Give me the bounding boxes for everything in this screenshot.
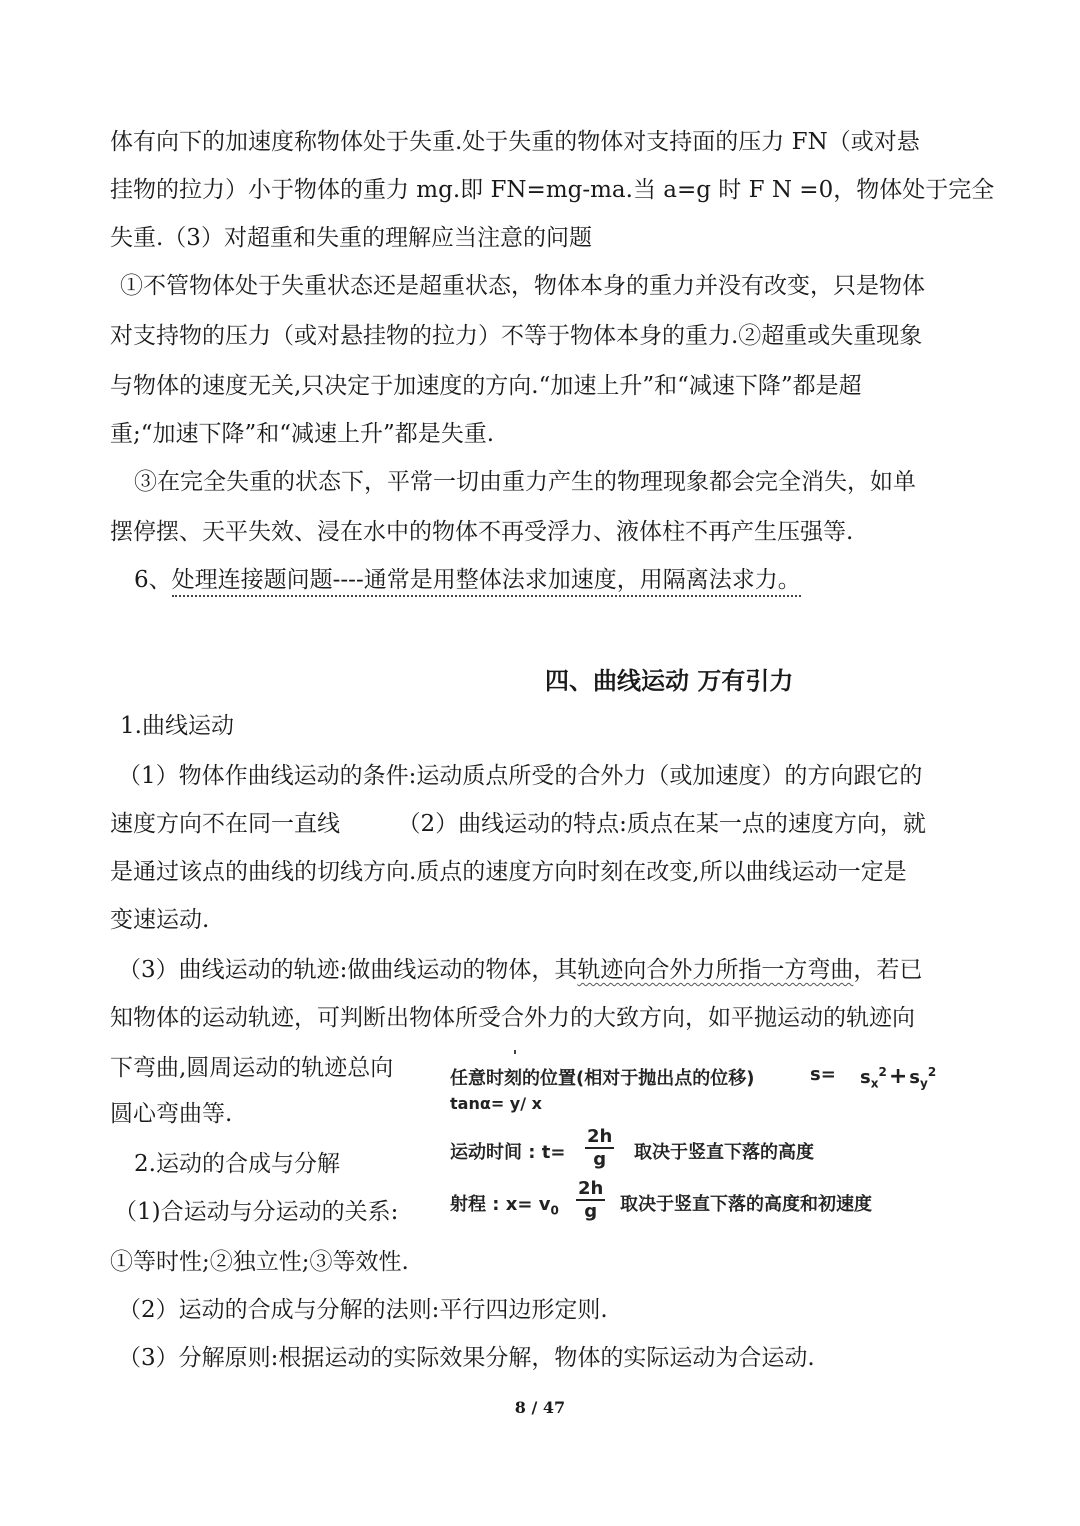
formula-displacement — [860, 1064, 936, 1091]
formula-time-note: 取决于竖直下落的高度 — [634, 1142, 814, 1163]
paragraph-line: ①不管物体处于失重状态还是超重状态，物体本身的重力并没有改变，只是物体 — [120, 273, 925, 299]
paragraph-line: 重;“加速下降”和“减速上升”都是失重. — [110, 421, 495, 447]
paragraph-line: 是通过该点的曲线的切线方向.质点的速度方向时刻在改变,所以曲线运动一定是 — [110, 859, 907, 885]
paragraph-line: 对支持物的压力（或对悬挂物的拉力）不等于物体本身的重力.②超重或失重现象 — [110, 323, 923, 349]
denominator: g — [584, 1201, 598, 1222]
paragraph-line: 速度方向不在同一直线 （2）曲线运动的特点:质点在某一点的速度方向，就 — [110, 811, 926, 837]
text-part: ，若已 — [853, 957, 923, 983]
paragraph-line: （2）运动的合成与分解的法则:平行四边形定则. — [118, 1297, 608, 1323]
subscript-0: 0 — [550, 1203, 559, 1218]
subscript-y: y — [919, 1076, 928, 1091]
numerator: 2h — [587, 1126, 613, 1147]
item-number: 6、 — [134, 567, 172, 593]
paragraph-line: 与物体的速度无关,只决定于加速度的方向.“加速上升”和“减速下降”都是超 — [110, 373, 862, 399]
paragraph-line: 体有向下的加速度称物体处于失重.处于失重的物体对支持面的压力 FN（或对悬 — [110, 129, 920, 155]
formula-range-label — [450, 1190, 559, 1218]
fraction-time — [585, 1126, 614, 1170]
subsection-title: 2.运动的合成与分解 — [134, 1151, 340, 1177]
formula-s-equals: s= — [810, 1064, 836, 1085]
superscript-2: 2 — [878, 1065, 887, 1079]
superscript-2: 2 — [927, 1065, 937, 1079]
subscript-x: x — [870, 1076, 879, 1091]
plus-sign: + — [888, 1064, 908, 1089]
paragraph-line: 摆停摆、天平失效、浸在水中的物体不再受浮力、液体柱不再产生压强等. — [110, 519, 854, 545]
underlined-text: 轨迹向合外力所指一方弯曲 — [577, 957, 854, 983]
formula-figure — [440, 1050, 960, 1240]
paragraph-line: ①等时性;②独立性;③等效性. — [110, 1249, 409, 1275]
paragraph-line: ③在完全失重的状态下，平常一切由重力产生的物理现象都会完全消失，如单 — [134, 469, 916, 495]
underlined-text: 处理连接题问题----通常是用整体法求加速度，用隔离法求力。 — [172, 567, 801, 597]
formula-tan: tanα= y/ x — [450, 1094, 542, 1113]
paragraph-line: （3）分解原则:根据运动的实际效果分解，物体的实际运动为合运动. — [118, 1345, 815, 1371]
text-part: （3）曲线运动的轨迹:做曲线运动的物体，其 — [118, 957, 578, 983]
paragraph-line-trajectory — [118, 954, 922, 986]
paragraph-line: 挂物的拉力）小于物体的重力 mg.即 FN=mg-ma.当 a=g 时 F N =0，物体处于完全 — [110, 177, 995, 203]
paragraph-line-connection — [134, 564, 801, 596]
paragraph-line: （1）物体作曲线运动的条件:运动质点所受的合外力（或加速度）的方向跟它的 — [118, 763, 923, 789]
symbol-s: s — [860, 1067, 871, 1088]
formula-position-label: 任意时刻的位置(相对于抛出点的位移) — [450, 1068, 755, 1089]
paragraph-line: （1)合运动与分运动的关系: — [114, 1199, 399, 1225]
section-heading: 四、曲线运动 万有引力 — [545, 667, 794, 695]
subsection-title: 1.曲线运动 — [120, 713, 234, 739]
symbol-s: s — [909, 1067, 920, 1088]
numerator: 2h — [578, 1178, 604, 1199]
paragraph-line: 变速运动. — [110, 907, 210, 933]
page-number: 8 / 47 — [514, 1398, 566, 1417]
formula-time-label: 运动时间 : t= — [450, 1142, 566, 1163]
paragraph-line: 知物体的运动轨迹，可判断出物体所受合外力的大致方向，如平抛运动的轨迹向 — [110, 1005, 915, 1031]
paragraph-line: 失重.（3）对超重和失重的理解应当注意的问题 — [110, 225, 592, 251]
formula-range-note: 取决于竖直下落的高度和初速度 — [620, 1194, 872, 1215]
tick-mark — [514, 1050, 516, 1054]
paragraph-line: 圆心弯曲等. — [110, 1101, 233, 1127]
fraction-range — [576, 1178, 605, 1222]
range-label-text: 射程 : x= v — [450, 1194, 551, 1215]
denominator: g — [593, 1149, 607, 1170]
paragraph-line: 下弯曲,圆周运动的轨迹总向 — [110, 1055, 394, 1081]
